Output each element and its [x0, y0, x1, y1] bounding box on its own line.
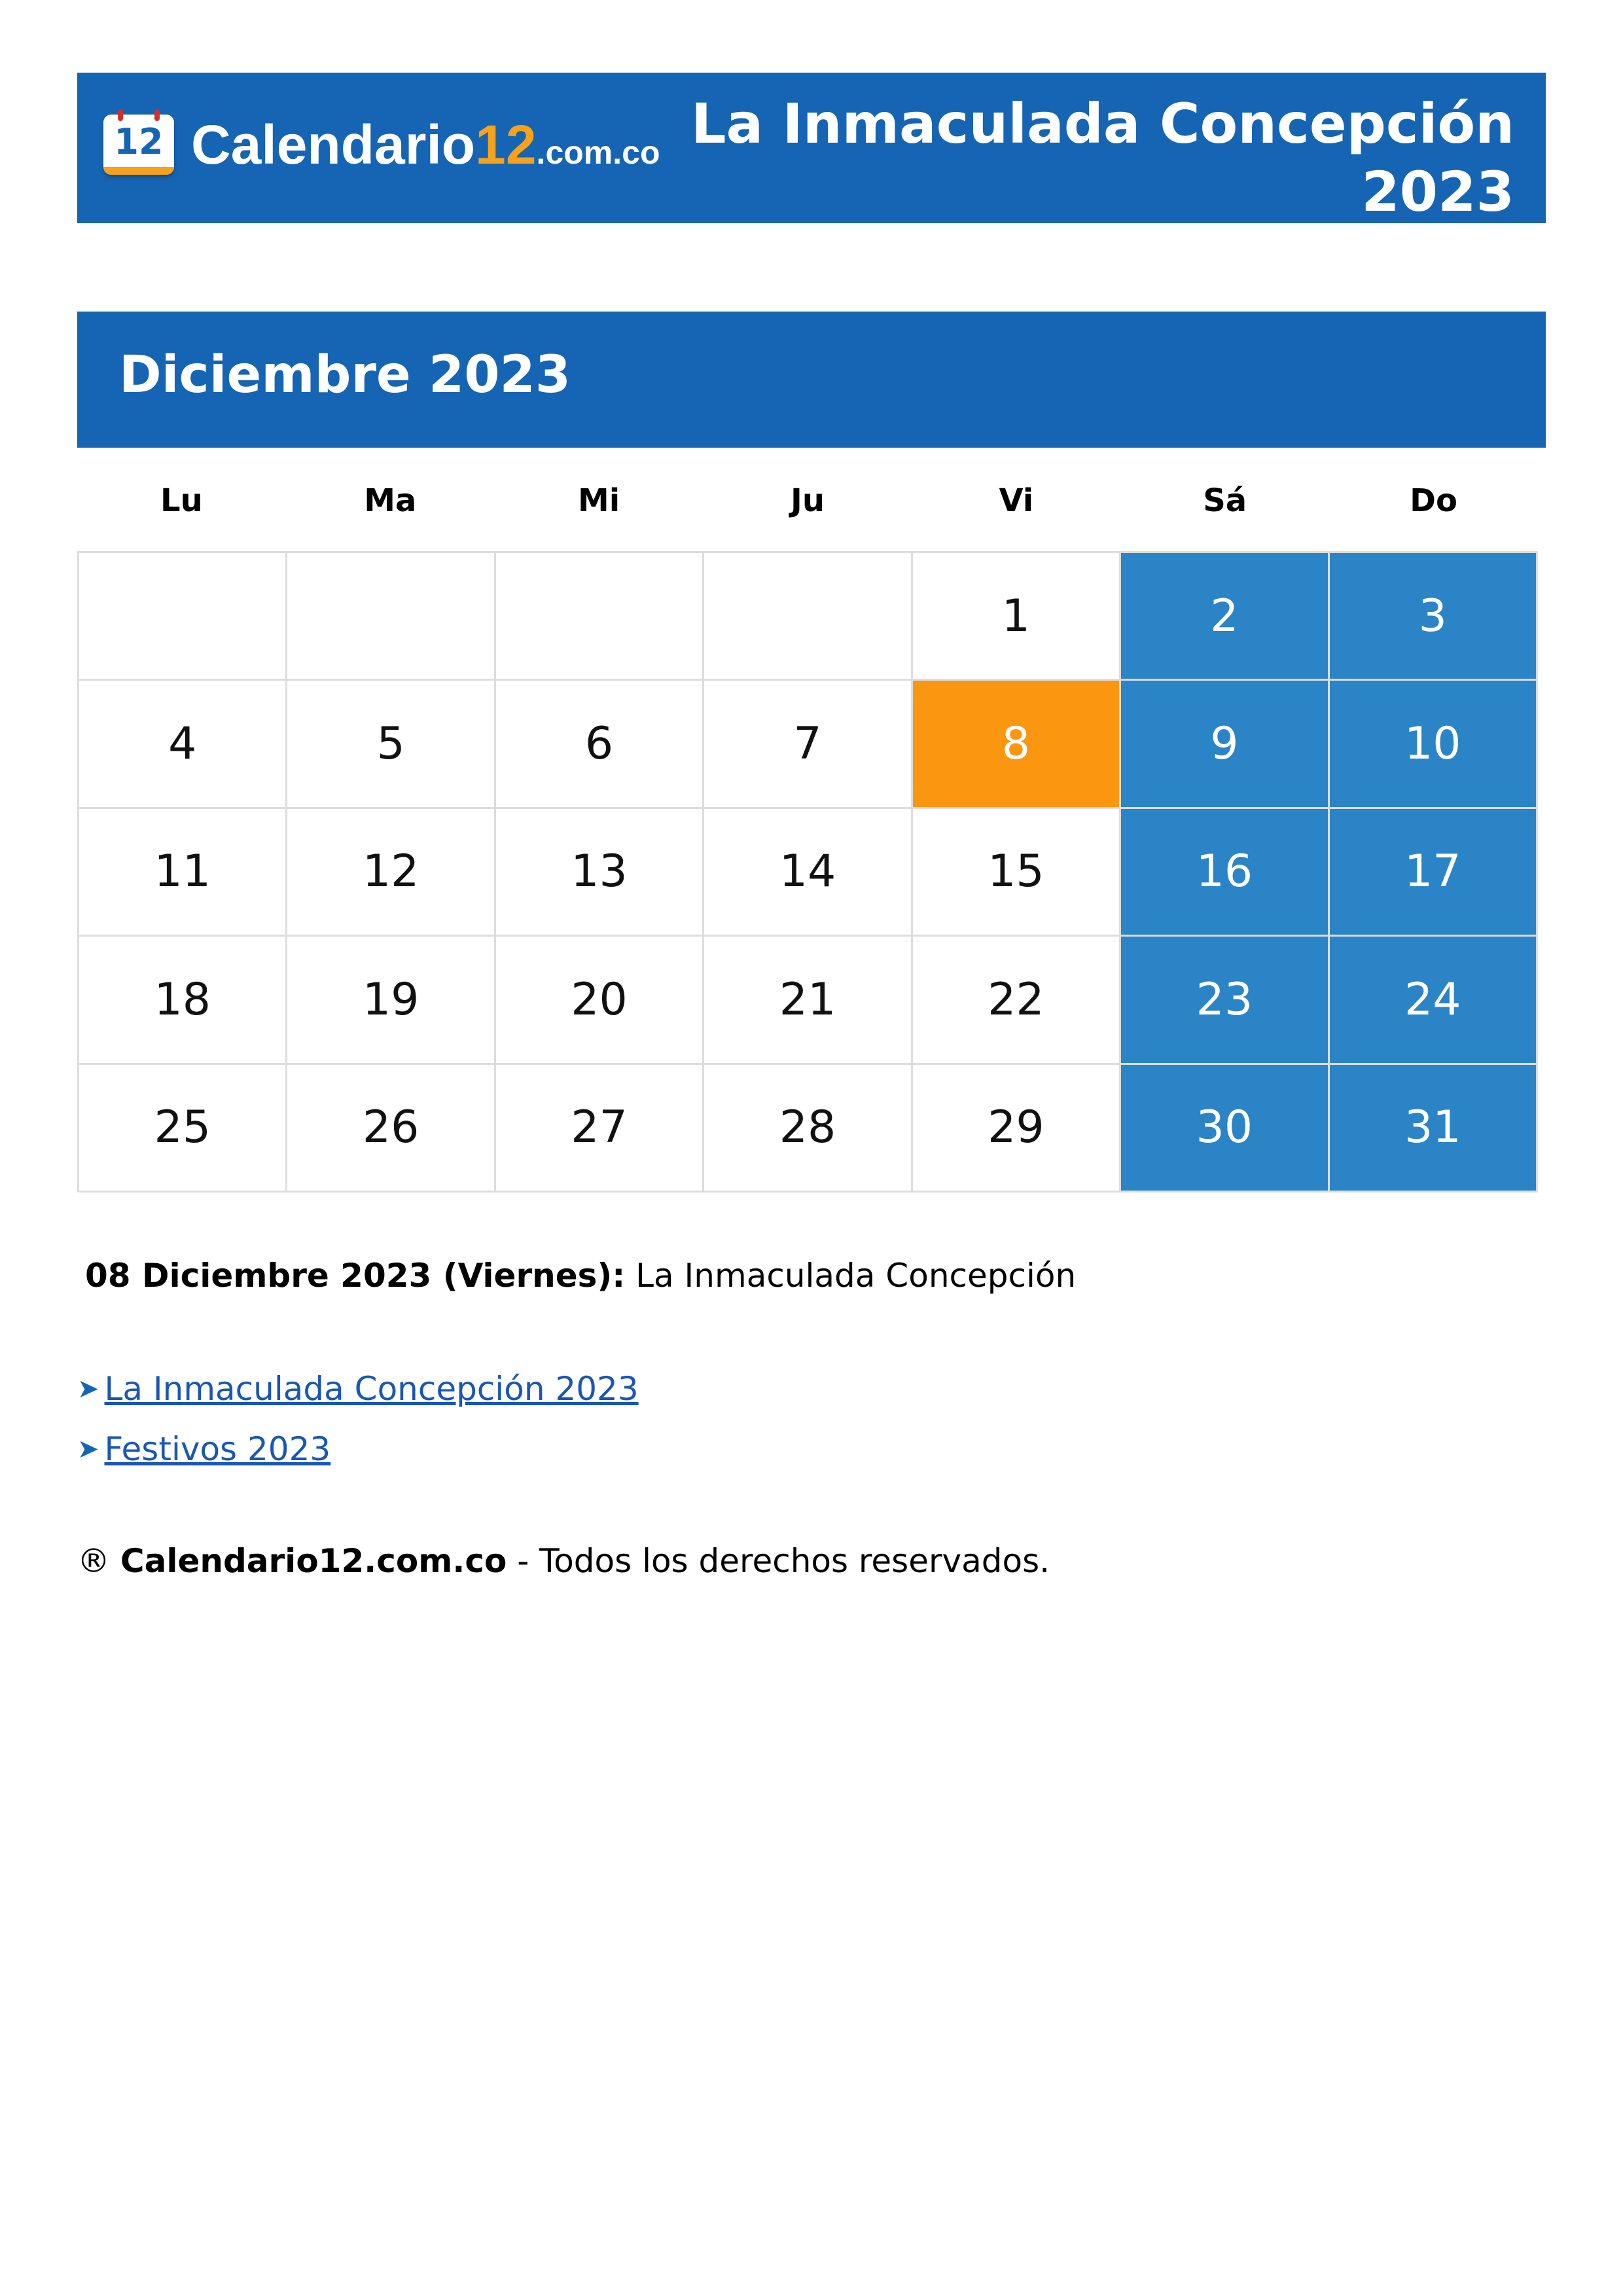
day-cell: 6 [496, 681, 704, 808]
day-cell: 22 [913, 937, 1121, 1064]
site-logo[interactable] [103, 107, 660, 183]
empty-day-cell [287, 553, 495, 681]
logo-text-domain: .com.co [536, 134, 660, 171]
weekday-label: Vi [999, 482, 1034, 519]
logo-text-12: 12 [475, 113, 537, 175]
day-cell: 30 [1121, 1065, 1329, 1193]
day-cell: 27 [496, 1065, 704, 1193]
calendar-grid [77, 551, 1538, 1193]
registered-symbol: ® [77, 1542, 110, 1580]
day-cell: 11 [79, 809, 287, 937]
weekday-label: Do [1410, 482, 1457, 519]
link-festivos-2023[interactable]: Festivos 2023 [104, 1430, 331, 1468]
arrow-right-icon: ➤ [77, 1434, 99, 1464]
calendar-icon [103, 115, 174, 175]
day-cell: 3 [1330, 553, 1538, 681]
footer-brand: Calendario12.com.co [120, 1542, 507, 1580]
holiday-name: La Inmaculada Concepción [635, 1257, 1077, 1295]
weekday-label: Mi [578, 482, 620, 519]
day-cell: 9 [1121, 681, 1329, 808]
empty-day-cell [79, 553, 287, 681]
day-cell: 18 [79, 937, 287, 1064]
day-cell: 4 [79, 681, 287, 808]
empty-day-cell [704, 553, 912, 681]
weekday-label: Ju [790, 482, 825, 519]
holiday-description [85, 1257, 1076, 1295]
day-cell: 2 [1121, 553, 1329, 681]
logo-wordmark [191, 113, 660, 177]
page-title [664, 90, 1514, 226]
day-cell: 15 [913, 809, 1121, 937]
day-cell: 14 [704, 809, 912, 937]
page-title-line2: 2023 [1361, 160, 1514, 224]
day-cell: 16 [1121, 809, 1329, 937]
day-cell: 17 [1330, 809, 1538, 937]
empty-day-cell [496, 553, 704, 681]
arrow-right-icon: ➤ [77, 1374, 99, 1404]
day-cell: 28 [704, 1065, 912, 1193]
day-cell: 26 [287, 1065, 495, 1193]
related-links [77, 1359, 639, 1479]
day-cell: 29 [913, 1065, 1121, 1193]
logo-text-calendario: Calendario [191, 113, 476, 175]
weekday-header-row [77, 478, 1538, 524]
day-cell: 31 [1330, 1065, 1538, 1193]
footer-copyright-text: - Todos los derechos reservados. [517, 1542, 1050, 1580]
list-item [77, 1419, 639, 1479]
day-cell: 12 [287, 809, 495, 937]
day-cell: 5 [287, 681, 495, 808]
month-header [77, 312, 1546, 448]
link-holiday-2023[interactable]: La Inmaculada Concepción 2023 [104, 1370, 639, 1408]
day-cell: 23 [1121, 937, 1329, 1064]
day-cell: 10 [1330, 681, 1538, 808]
logo-icon-number: 12 [114, 121, 164, 162]
day-cell: 25 [79, 1065, 287, 1193]
holiday-date-label: 08 Diciembre 2023 (Viernes): [85, 1257, 626, 1295]
day-cell: 19 [287, 937, 495, 1064]
page-header [77, 73, 1546, 223]
day-cell: 1 [913, 553, 1121, 681]
weekday-label: Ma [364, 482, 417, 519]
weekday-label: Sá [1203, 482, 1247, 519]
page-footer [77, 1542, 1050, 1580]
list-item [77, 1359, 639, 1419]
day-cell: 13 [496, 809, 704, 937]
page-title-line1: La Inmaculada Concepción [691, 92, 1514, 156]
day-cell: 24 [1330, 937, 1538, 1064]
day-cell: 21 [704, 937, 912, 1064]
month-title: Diciembre 2023 [119, 346, 571, 404]
day-cell: 7 [704, 681, 912, 808]
day-cell: 20 [496, 937, 704, 1064]
holiday-day-cell: 8 [913, 681, 1121, 808]
weekday-label: Lu [160, 482, 203, 519]
